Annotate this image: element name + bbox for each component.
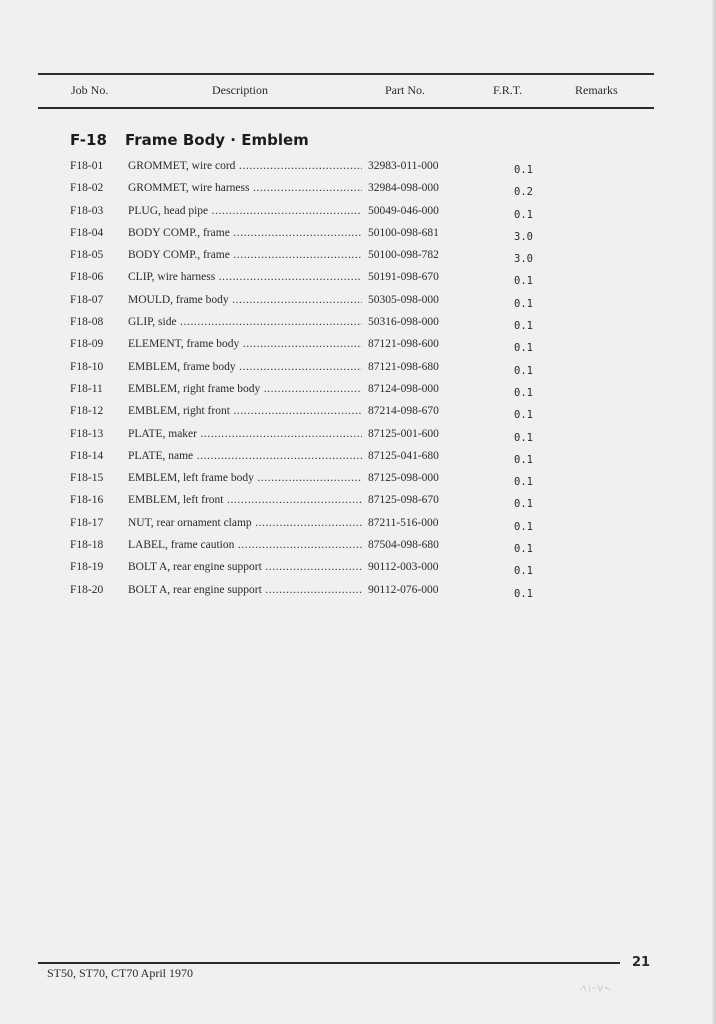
row-part-no: 32983-011-000 — [366, 157, 438, 175]
row-part-no: 50316-098-000 — [366, 313, 439, 331]
row-job-no: F18-11 — [70, 382, 103, 395]
row-job-no: F18-05 — [70, 249, 104, 262]
row-description: PLATE, maker ..... — [128, 425, 362, 443]
table-row — [70, 581, 630, 603]
row-description: GROMMET, wire cord ..... — [128, 157, 362, 175]
row-description: CLIP, wire harness ..... — [128, 268, 362, 286]
row-job-no: F18-15 — [70, 472, 104, 485]
table-row — [70, 402, 630, 424]
row-job-no: F18-08 — [70, 316, 104, 329]
row-frt: 0.1 — [514, 431, 533, 444]
row-job-no: F18-06 — [70, 271, 104, 284]
row-frt: 3.0 — [514, 230, 533, 243]
row-frt: 0.1 — [514, 208, 533, 221]
table-row — [70, 291, 630, 313]
row-job-no: F18-09 — [70, 338, 104, 351]
table-row — [70, 202, 630, 224]
row-job-no: F18-02 — [70, 182, 104, 195]
table-row — [70, 558, 630, 580]
column-header-frt: F.R.T. — [493, 83, 523, 97]
column-header-part-no: Part No. — [385, 83, 425, 97]
row-part-no: 87125-098-670 — [366, 491, 439, 509]
row-part-no: 90112-003-000 — [366, 558, 438, 576]
table-row — [70, 157, 630, 179]
row-frt: 0.1 — [514, 520, 533, 533]
table-row — [70, 224, 630, 246]
row-frt: 0.1 — [514, 543, 533, 556]
table-row — [70, 268, 630, 290]
row-part-no: 87124-098-000 — [366, 380, 439, 398]
row-part-no: 50049-046-000 — [366, 202, 439, 220]
pencil-mark — [578, 982, 612, 994]
row-job-no: F18-16 — [70, 494, 104, 507]
table-row — [70, 313, 630, 335]
row-part-no: 50100-098-782 — [366, 246, 439, 264]
table-row — [70, 179, 630, 201]
row-frt: 0.1 — [514, 409, 533, 422]
row-frt: 0.1 — [514, 498, 533, 511]
row-frt: 0.1 — [514, 587, 533, 600]
row-description: PLUG, head pipe ..... — [128, 202, 362, 220]
row-frt: 0.2 — [514, 186, 533, 199]
row-frt: 0.1 — [514, 453, 533, 466]
section-title: Frame Body · Emblem — [125, 131, 309, 149]
table-row — [70, 514, 630, 536]
row-description: EMBLEM, right frame body ..... — [128, 380, 362, 398]
row-frt: 0.1 — [514, 320, 533, 333]
row-description: EMBLEM, left frame body ..... — [128, 469, 362, 487]
table-row — [70, 447, 630, 469]
row-job-no: F18-10 — [70, 360, 104, 373]
row-part-no: 87121-098-600 — [366, 335, 439, 353]
row-job-no: F18-03 — [70, 204, 104, 217]
row-description: EMBLEM, frame body ..... — [128, 358, 362, 376]
row-job-no: F18-07 — [70, 293, 104, 306]
row-frt: 0.1 — [514, 565, 533, 578]
row-part-no: 87121-098-680 — [366, 358, 439, 376]
column-header-description: Description — [212, 83, 268, 97]
row-frt: 3.0 — [514, 253, 533, 266]
table-row — [70, 491, 630, 513]
row-part-no: 87125-098-000 — [366, 469, 439, 487]
footer-models: ST50, ST70, CT70 April 1970 — [47, 966, 194, 980]
row-description: GLIP, side ..... — [128, 313, 362, 331]
header-bottom-rule — [38, 107, 654, 109]
row-job-no: F18-14 — [70, 449, 104, 462]
row-frt: 0.1 — [514, 476, 533, 489]
table-row — [70, 425, 630, 447]
row-description: PLATE, name ..... — [128, 447, 362, 465]
row-part-no: 32984-098-000 — [366, 179, 439, 197]
column-header-remarks: Remarks — [575, 83, 618, 97]
row-part-no: 50305-098-000 — [366, 291, 439, 309]
table-row — [70, 358, 630, 380]
page-number: 21 — [632, 955, 651, 970]
table-row — [70, 536, 630, 558]
row-part-no: 50100-098-681 — [366, 224, 439, 242]
row-job-no: F18-01 — [70, 160, 104, 172]
row-description: LABEL, frame caution ..... — [128, 536, 362, 554]
row-part-no: 87214-098-670 — [366, 402, 439, 420]
row-job-no: F18-19 — [70, 561, 104, 574]
row-description: BODY COMP., frame ..... — [128, 246, 362, 264]
row-description: EMBLEM, right front ..... — [128, 402, 362, 420]
footer-rule — [38, 962, 620, 964]
section-code: F-18 — [70, 131, 107, 149]
row-part-no: 87125-041-680 — [366, 447, 439, 465]
row-job-no: F18-12 — [70, 405, 104, 418]
row-frt: 0.1 — [514, 342, 533, 355]
row-job-no: F18-13 — [70, 427, 104, 440]
section-heading — [70, 130, 309, 150]
row-description: BODY COMP., frame ..... — [128, 224, 362, 242]
row-frt: 0.1 — [514, 364, 533, 377]
row-frt: 0.1 — [514, 164, 533, 176]
row-part-no: 87211-516-000 — [366, 514, 438, 532]
row-description: EMBLEM, left front ..... — [128, 491, 362, 509]
row-job-no: F18-17 — [70, 516, 104, 529]
row-description: BOLT A, rear engine support ..... — [128, 558, 362, 576]
table-row — [70, 380, 630, 402]
row-part-no: 87125-001-600 — [366, 425, 439, 443]
row-description: NUT, rear ornament clamp ..... — [128, 514, 362, 532]
table-row — [70, 335, 630, 357]
table-row — [70, 469, 630, 491]
row-description: MOULD, frame body ..... — [128, 291, 362, 309]
row-job-no: F18-18 — [70, 539, 104, 552]
row-job-no: F18-20 — [70, 583, 104, 596]
row-part-no: 87504-098-680 — [366, 536, 439, 554]
row-frt: 0.1 — [514, 386, 533, 399]
table-row — [70, 246, 630, 268]
row-frt: 0.1 — [514, 297, 533, 310]
column-header-job-no: Job No. — [71, 83, 109, 97]
row-part-no: 50191-098-670 — [366, 268, 439, 286]
page-edge-shadow — [712, 0, 716, 1024]
row-part-no: 90112-076-000 — [366, 581, 438, 599]
row-description: ELEMENT, frame body ..... — [128, 335, 362, 353]
row-frt: 0.1 — [514, 275, 533, 288]
row-description: BOLT A, rear engine support ..... — [128, 581, 362, 599]
header-top-rule — [38, 73, 654, 75]
parts-table — [70, 157, 630, 603]
row-job-no: F18-04 — [70, 226, 104, 239]
row-description: GROMMET, wire harness ..... — [128, 179, 362, 197]
